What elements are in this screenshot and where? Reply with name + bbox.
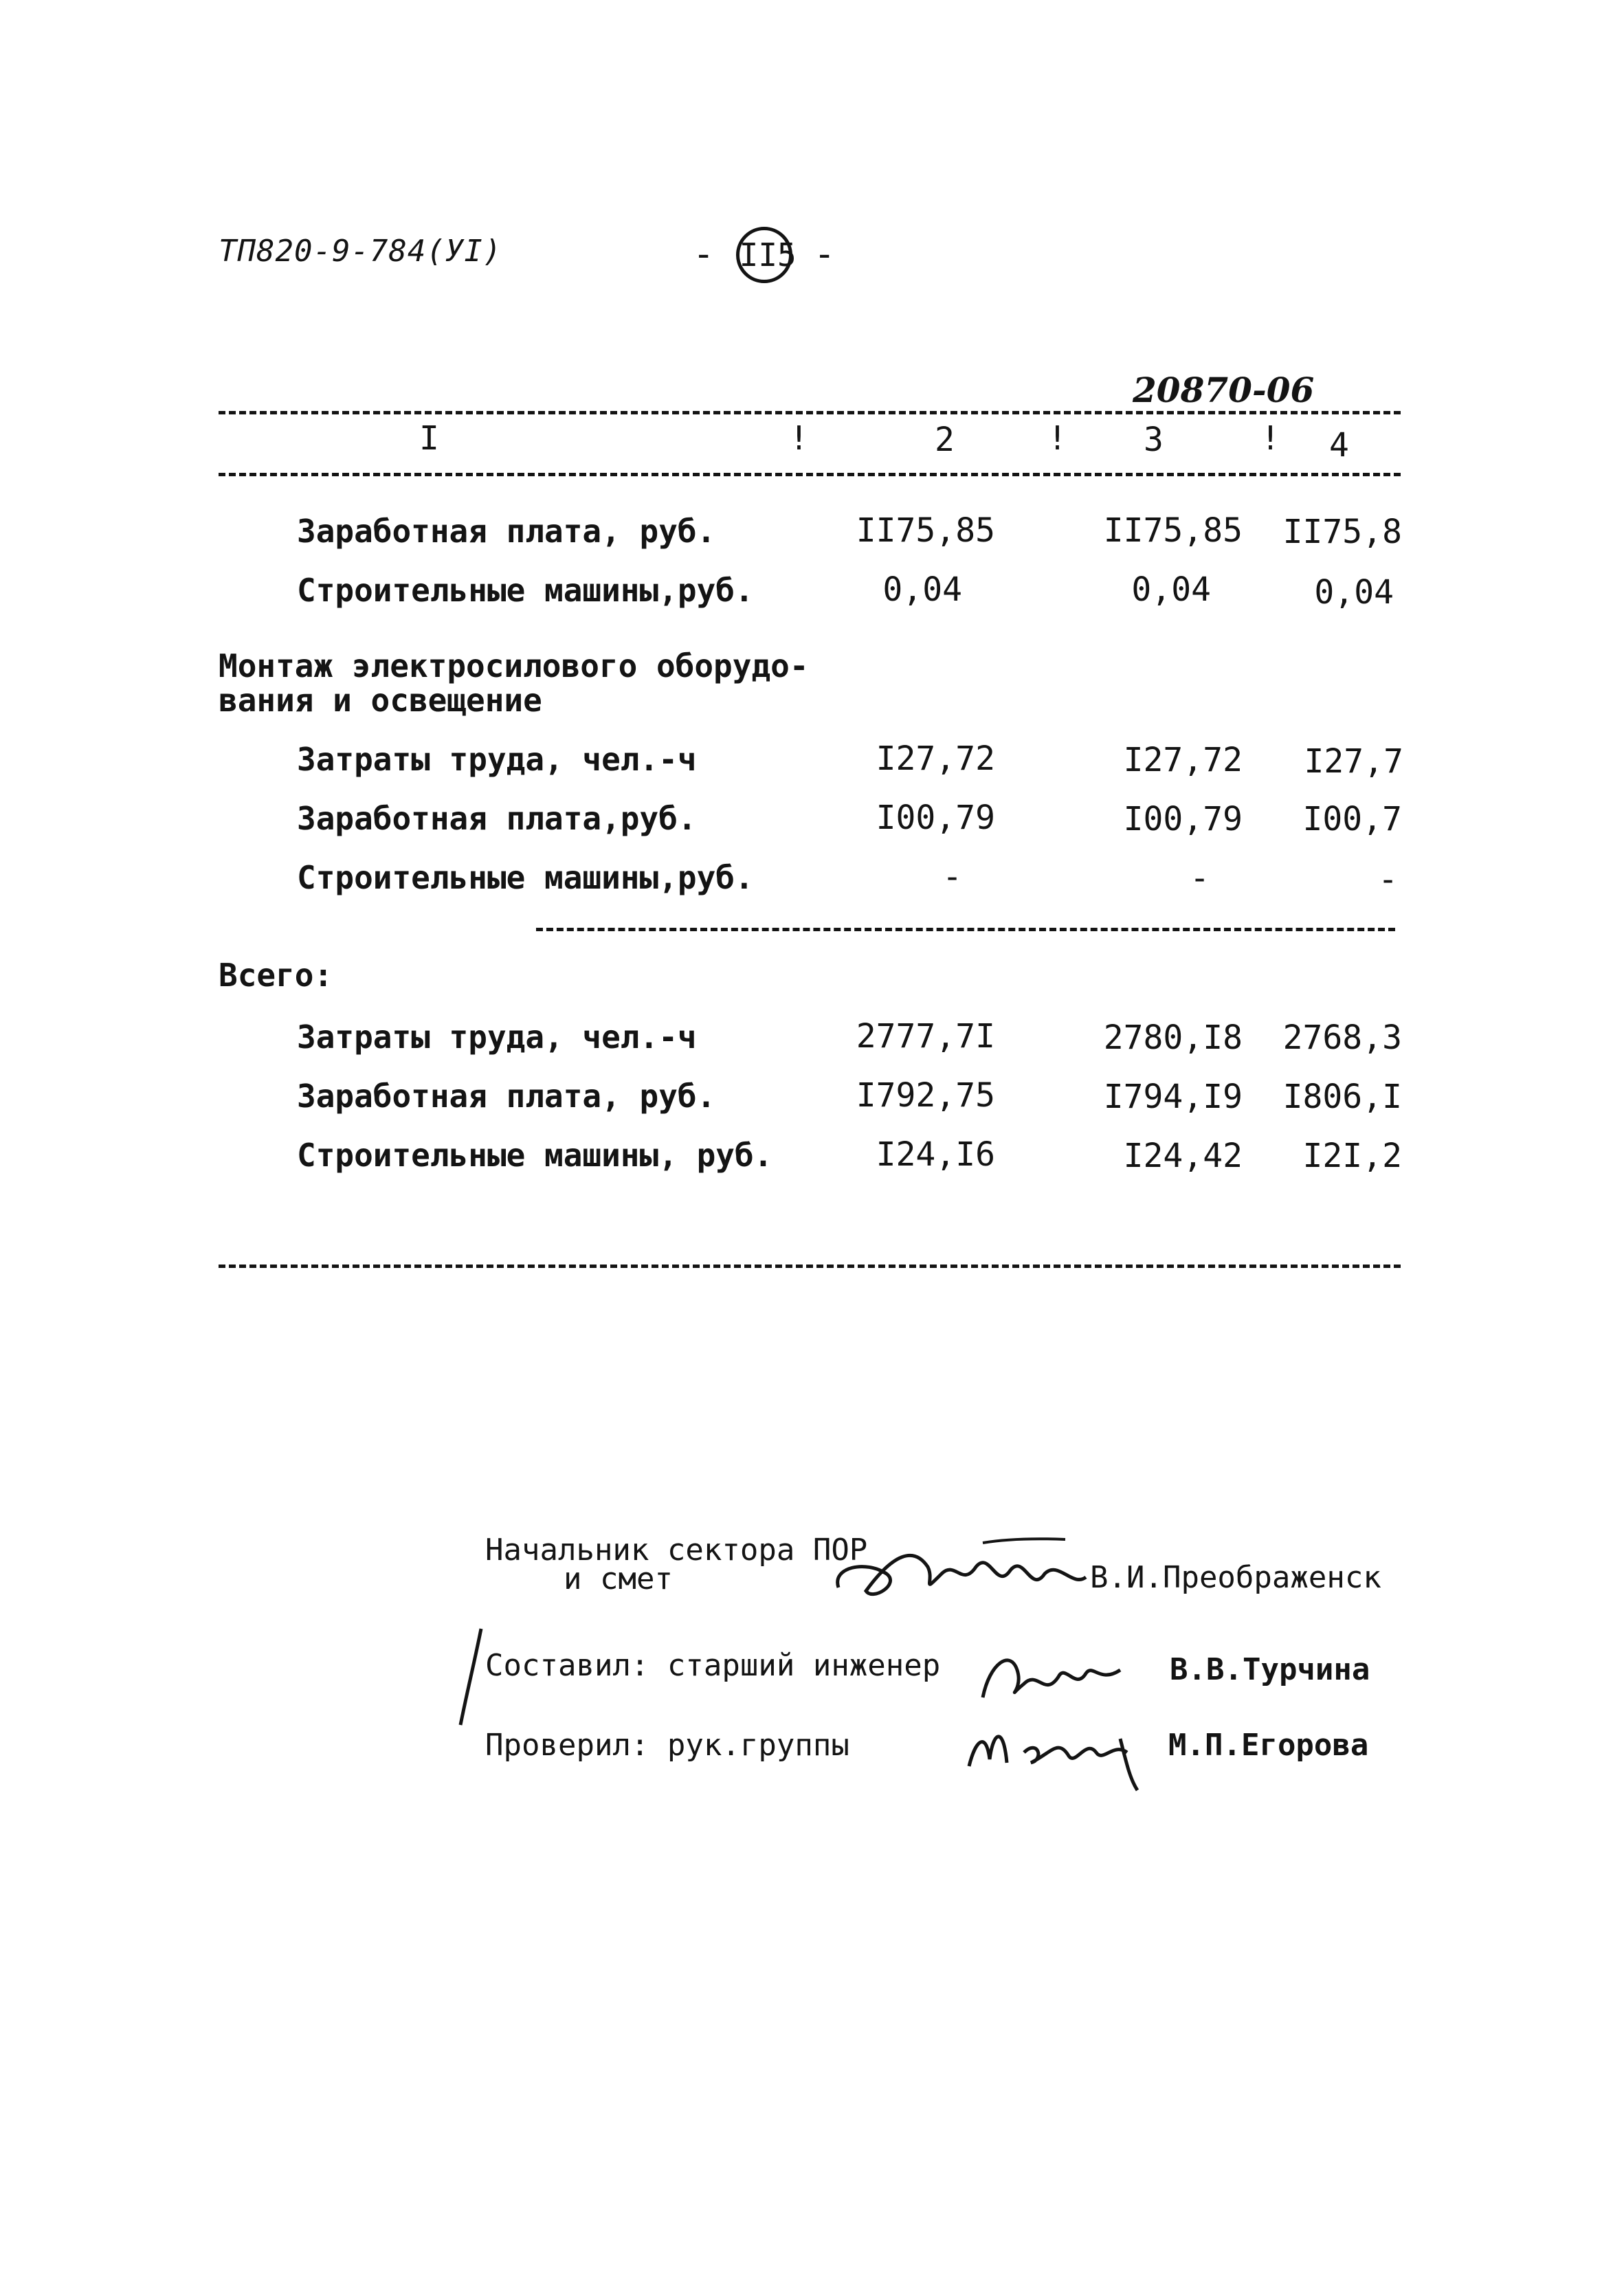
total-title: Всего: <box>219 957 333 994</box>
row-value-col3: I27,72 <box>1123 741 1243 779</box>
head-title-line2: и смет <box>564 1561 673 1596</box>
checked-signature <box>955 1697 1161 1801</box>
row-value-col3: 2780,I8 <box>1103 1018 1243 1057</box>
page-prefix: - <box>693 234 715 275</box>
page-number <box>693 227 835 283</box>
row-value-col4: II75,8 <box>1282 513 1402 551</box>
row-value-col2: 0,04 <box>882 570 962 609</box>
row-value-col3: I794,I9 <box>1103 1078 1243 1116</box>
table-bottom-rule <box>219 1265 1401 1268</box>
checked-name: М.П.Егорова <box>1168 1728 1369 1763</box>
compiled-label: Составил: старший инженер <box>485 1648 941 1683</box>
compiled-name: В.В.Турчина <box>1170 1652 1370 1687</box>
column-header-2: 2 <box>935 421 955 459</box>
row-value-col3: I00,79 <box>1123 800 1243 838</box>
row-value-col2: - <box>942 858 962 896</box>
row-label: Строительные машины,руб. <box>297 572 754 609</box>
page-number-circle <box>736 227 797 283</box>
column-separator: ! <box>1260 419 1280 458</box>
table-top-rule <box>219 411 1401 414</box>
row-label: Заработная плата, руб. <box>297 513 716 550</box>
row-label: Затраты труда, чел.-ч <box>297 741 697 778</box>
checked-label: Проверил: рук.группы <box>485 1728 849 1763</box>
row-value-col2: I24,I6 <box>876 1135 995 1174</box>
head-signature <box>825 1526 1113 1622</box>
head-title-line1: Начальник сектора ПОР <box>485 1533 868 1568</box>
row-value-col2: I27,72 <box>876 739 995 778</box>
group-title-line2: вания и освещение <box>219 682 542 719</box>
row-value-col2: II75,85 <box>856 511 995 550</box>
group-title-line1: Монтаж электросилового оборудо- <box>219 647 809 684</box>
row-value-col2: 2777,7I <box>856 1017 995 1056</box>
row-value-col3: - <box>1190 859 1210 898</box>
row-value-col4: I27,7 <box>1304 742 1403 781</box>
column-header-4: 4 <box>1329 426 1349 465</box>
column-header-3: 3 <box>1144 421 1164 459</box>
handwritten-number: 20870-06 <box>1133 370 1315 410</box>
row-value-col3: I24,42 <box>1123 1137 1243 1175</box>
row-value-col4: I00,7 <box>1302 800 1402 838</box>
head-name: В.И.Преображенск <box>1090 1560 1381 1595</box>
row-label: Строительные машины,руб. <box>297 859 754 896</box>
row-value-col3: 0,04 <box>1131 570 1211 609</box>
row-label: Затраты труда, чел.-ч <box>297 1018 697 1056</box>
document-code: ТП820-9-784(УI) <box>219 234 502 269</box>
row-value-col2: I792,75 <box>856 1076 995 1115</box>
row-value-col4: - <box>1378 860 1398 899</box>
subtotal-rule <box>536 928 1395 931</box>
row-label: Заработная плата,руб. <box>297 800 697 837</box>
row-value-col4: 0,04 <box>1314 573 1394 612</box>
table-header-rule <box>219 473 1401 476</box>
row-value-col4: I806,I <box>1282 1078 1402 1116</box>
row-value-col2: I00,79 <box>876 799 995 837</box>
page-suffix: - <box>813 234 836 275</box>
row-label: Заработная плата, руб. <box>297 1078 716 1115</box>
column-separator: ! <box>1047 419 1067 458</box>
column-header-1: I <box>419 419 439 458</box>
row-value-col4: 2768,3 <box>1282 1018 1402 1057</box>
column-separator: ! <box>789 419 809 458</box>
row-value-col3: II75,85 <box>1103 511 1243 550</box>
row-value-col4: I2I,2 <box>1302 1137 1402 1175</box>
row-label: Строительные машины, руб. <box>297 1137 773 1174</box>
margin-stroke <box>454 1622 495 1732</box>
page-number-value: II5 <box>739 236 797 274</box>
